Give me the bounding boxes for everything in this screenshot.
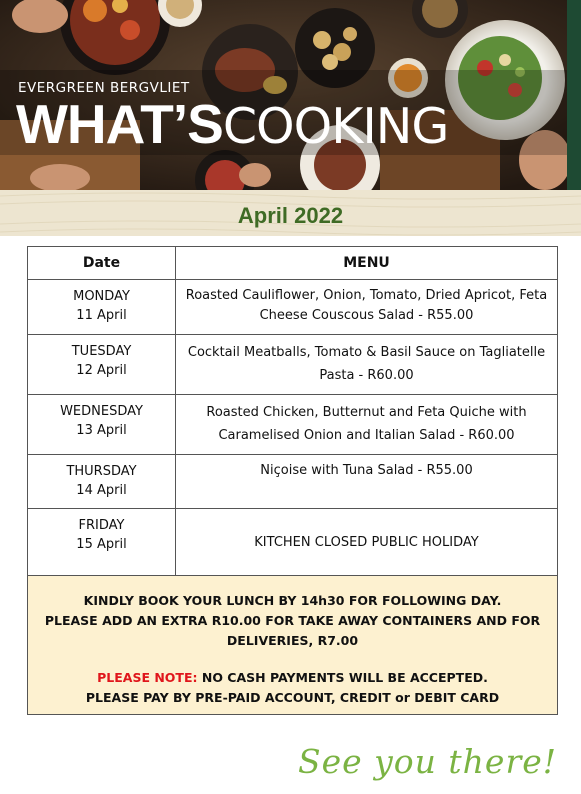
day-date: 11 April [76,308,127,323]
menu-cell: Roasted Cauliflower, Onion, Tomato, Dried Apricot, Feta Cheese Couscous Salad - R55.00 [176,280,558,335]
signoff-text: See you there! [298,742,558,781]
payment-note [28,668,557,688]
brand-title-bold: WHAT’S [16,93,223,155]
day-name: THURSDAY [66,464,137,479]
date-cell [28,335,176,395]
table-row [28,395,558,455]
day-name: MONDAY [73,289,130,304]
table-row [28,280,558,335]
date-cell [28,280,176,335]
table-row [28,455,558,509]
note-label: PLEASE NOTE: [97,670,198,685]
menu-cell: Cocktail Meatballs, Tomato & Basil Sauce on Tagliatelle Pasta - R60.00 [176,335,558,395]
date-cell [28,455,176,509]
table-row [28,335,558,395]
day-name: FRIDAY [78,518,125,533]
table-header-row [28,247,558,280]
menu-cell: KITCHEN CLOSED PUBLIC HOLIDAY [176,509,558,577]
date-cell [28,395,176,455]
header-banner [0,0,581,190]
brand-title-light: COOKING [222,98,449,155]
brand-subtitle: EVERGREEN BERGVLIET [18,80,190,96]
takeaway-fee-text: PLEASE ADD AN EXTRA R10.00 FOR TAKE AWAY CONTAINERS AND FOR DELIVERIES, R7.00 [44,613,541,648]
note-text: NO CASH PAYMENTS WILL BE ACCEPTED. [197,670,488,685]
header-date: Date [28,247,176,280]
green-edge-accent [567,0,581,190]
brand-title [16,93,449,155]
day-date: 13 April [76,423,127,438]
booking-deadline-text: KINDLY BOOK YOUR LUNCH BY 14h30 FOR FOLLOWING DAY. [83,593,502,608]
menu-table [27,246,558,577]
day-date: 14 April [76,483,127,498]
month-title: April 2022 [237,203,344,228]
day-date: 12 April [76,363,127,378]
booking-notice [27,575,558,715]
day-name: WEDNESDAY [60,404,143,419]
header-menu: MENU [176,247,558,280]
table-row [28,509,558,577]
day-name: TUESDAY [71,344,132,359]
menu-cell: Niçoise with Tuna Salad - R55.00 [176,455,558,509]
menu-cell: Roasted Chicken, Butternut and Feta Quiche with Caramelised Onion and Italian Salad - R60.00 [176,395,558,455]
date-cell [28,509,176,577]
day-date: 15 April [76,537,127,552]
payment-methods-text: PLEASE PAY BY PRE-PAID ACCOUNT, CREDIT or DEBIT CARD [85,690,500,705]
